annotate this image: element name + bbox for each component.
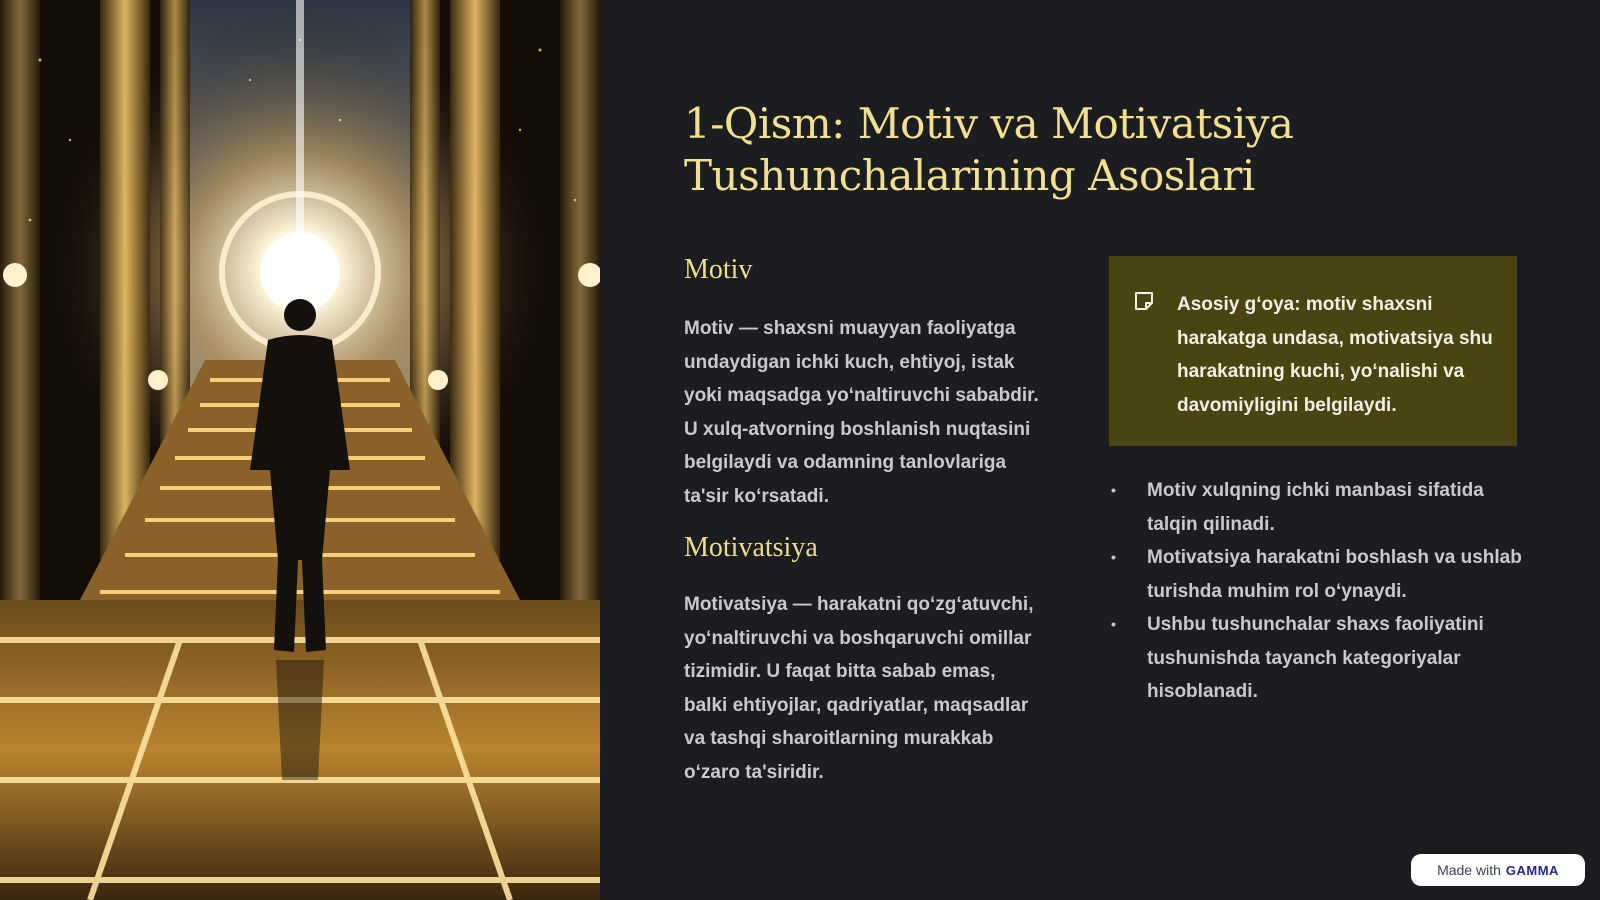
- list-item: • Motiv xulqning ichki manbasi sifatida talqin qilinadi.: [1109, 474, 1529, 541]
- bullet-icon: •: [1111, 549, 1116, 565]
- callout-text: Asosiy g‘oya: motiv shaxsni harakatga undasa, motivatsiya shu harakatning kuchi, yo‘nalishi va davomiyligini belgilaydi.: [1177, 294, 1493, 416]
- gamma-logo: GAMMA: [1505, 862, 1559, 878]
- callout-box: [1109, 256, 1517, 446]
- slide-title: 1-Qism: Motiv va Motivatsiya Tushunchalarining Asoslari: [684, 99, 1294, 200]
- section-heading-motiv: Motiv: [684, 254, 753, 285]
- section-heading-motivatsiya: Motivatsiya: [684, 532, 818, 563]
- golden-hall-illustration: [0, 0, 600, 900]
- bullet-icon: •: [1111, 616, 1116, 632]
- made-with-gamma-badge[interactable]: [1411, 854, 1585, 886]
- badge-prefix: Made with: [1437, 862, 1501, 878]
- section-text-motiv: Motiv — shaxsni muayyan faoliyatga undaydigan ichki kuch, ehtiyoj, istak yoki maqsadga yo‘naltiruvchi sababdir. U xulq-atvorning boshlanish nuqtasini belgilaydi va odamning tanlovlariga ta'sir ko‘rsatadi.: [684, 318, 1039, 507]
- sticky-note-icon: [1133, 290, 1155, 312]
- slide-content: [600, 0, 1600, 900]
- bullet-list: [1109, 474, 1529, 709]
- bullet-icon: •: [1111, 482, 1116, 498]
- list-item: • Ushbu tushunchalar shaxs faoliyatini tushunishda tayanch kategoriyalar hisoblanadi.: [1109, 608, 1529, 709]
- list-item: • Motivatsiya harakatni boshlash va ushlab turishda muhim rol o‘ynaydi.: [1109, 541, 1529, 608]
- hero-image: [0, 0, 600, 900]
- section-text-motivatsiya: Motivatsiya — harakatni qo‘zg‘atuvchi, yo‘naltiruvchi va boshqaruvchi omillar tizimidir. U faqat bitta sabab emas, balki ehtiyojlar, qadriyatlar, maqsadlar va tashqi sharoitlarning murakkab o‘zaro ta'siridir.: [684, 594, 1034, 783]
